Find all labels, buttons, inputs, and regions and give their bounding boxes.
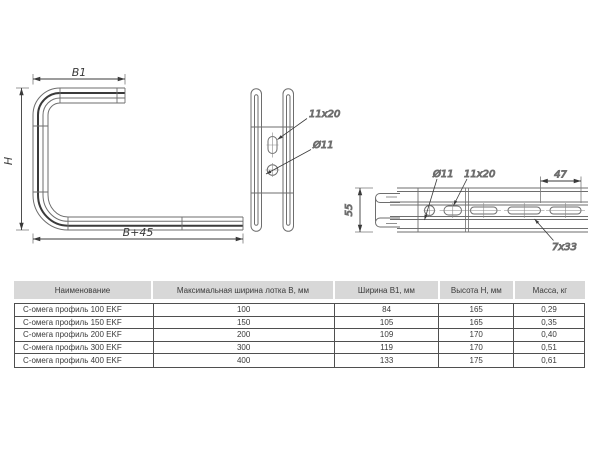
cell-b: 200 [154,329,335,341]
cell-b: 400 [154,354,335,367]
cell-mass: 0,51 [541,343,557,353]
callout-long-slot-label: 7x33 [552,242,578,253]
callout-plan-slot-label: 11x20 [464,169,496,180]
dim-b45-label: B+45 [122,226,154,239]
cell-mass: 0,61 [541,356,557,366]
cell-name: С-омега профиль 100 EKF [15,304,154,316]
table-row [15,342,584,355]
cell-name: С-омега профиль 400 EKF [15,354,154,367]
cell-h: 170 [439,342,514,354]
cell-h: 165 [439,317,514,329]
cell-b1: 133 [335,354,440,367]
cell-b: 300 [154,342,335,354]
cell-name: С-омега профиль 200 EKF [15,329,154,341]
cell-b: 100 [154,304,335,316]
callout-plan-hole-label: Ø11 [433,169,454,180]
table-row [15,354,584,367]
profile-thick-line [38,93,243,226]
dim-h-label: H [2,156,15,166]
header-height-h: Высота Н, мм [440,281,515,299]
cell-mass: 0,35 [541,317,557,327]
cell-b1: 119 [335,342,440,354]
bend-ticks [33,88,243,230]
header-width-b1: Ширина B1, мм [335,281,440,299]
header-max-width: Максимальная ширина лотка В, мм [153,281,335,299]
spec-table-header [14,281,585,299]
cell-h: 165 [439,304,514,316]
dim-47-label: 47 [554,169,567,181]
header-name: Наименование [14,281,153,299]
callout-hole-label: Ø11 [313,140,334,151]
cell-h: 175 [439,354,514,367]
cell-name: С-омега профиль 300 EKF [15,342,154,354]
dim-b1-label: B1 [71,66,87,79]
cell-name: С-омега профиль 150 EKF [15,317,154,329]
side-view-drawing [2,66,243,244]
table-row [15,329,584,342]
table-row [15,317,584,330]
header-mass: Масса, кг [515,281,585,299]
cross-section-drawing [251,89,340,232]
table-row [15,304,584,317]
cell-mass: 0,29 [541,305,557,315]
spec-table-body [14,303,585,368]
cell-b1: 105 [335,317,440,329]
cell-mass: 0,40 [541,330,557,340]
plan-view-drawing [344,168,588,253]
callout-slot-label: 11x20 [309,109,341,120]
cell-h: 170 [439,329,514,341]
dim-55-label: 55 [344,203,355,217]
cell-b: 150 [154,317,335,329]
cell-b1: 109 [335,329,440,341]
cell-b1: 84 [335,304,440,316]
